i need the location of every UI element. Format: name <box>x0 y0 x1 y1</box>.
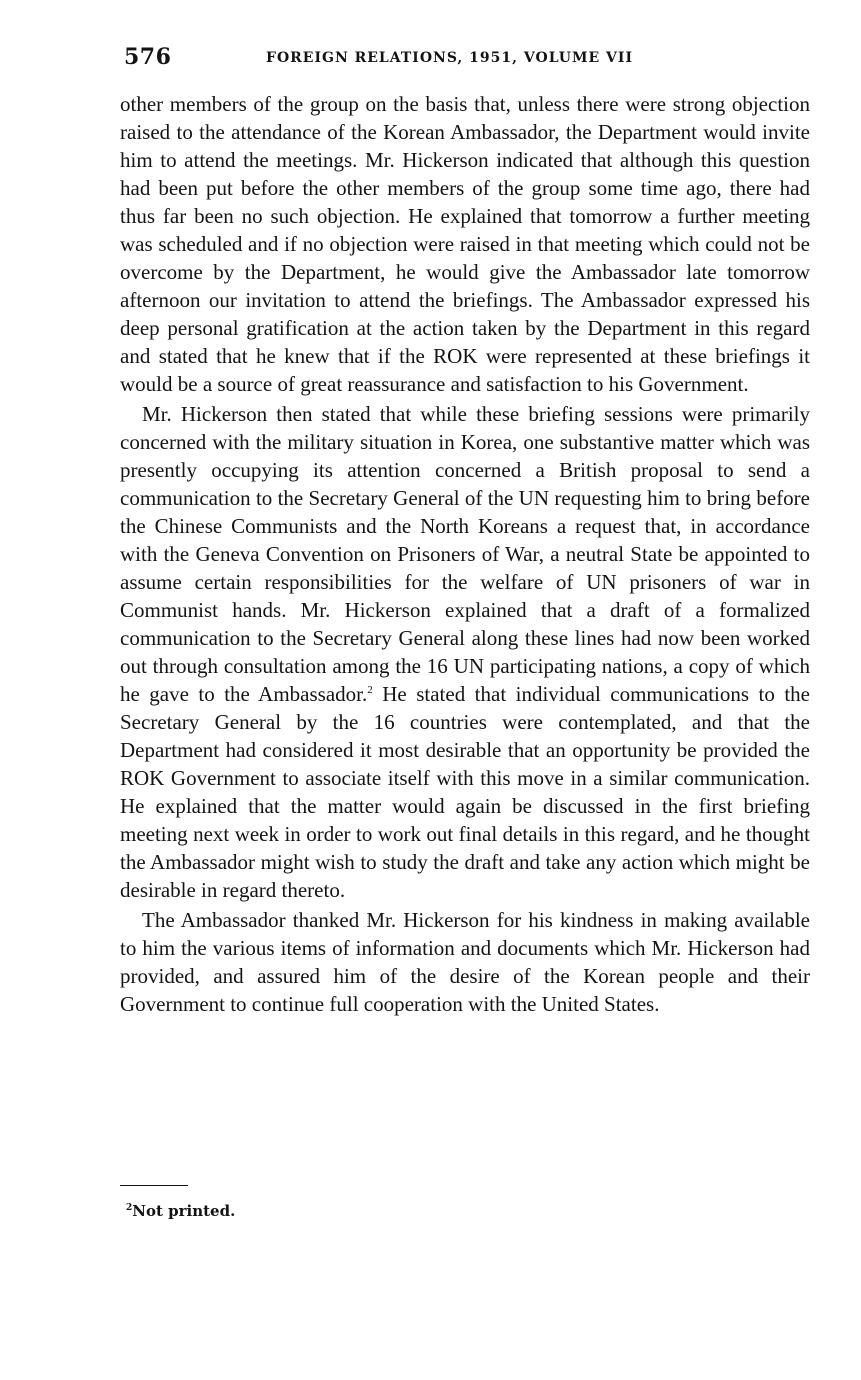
footnote-reference: 2 <box>367 684 373 696</box>
footnote-marker: 2 <box>126 1203 133 1213</box>
paragraph-2-continued: He stated that individual communications to the Secretary General by the 16 countries were contemplated, and that the Department had considered it most desirable that an opportunity be provided the ROK Government to associate itself with this move in a similar communication. He explained that the matter would again be discussed in the first briefing meeting next week in order to work out final details in this regard, and he thought the Ambassador might wish to study the draft and take any action which might be desirable in regard thereto. <box>120 682 811 902</box>
body-text <box>120 90 810 1018</box>
running-head <box>124 42 810 76</box>
footnote-text: Not printed. <box>132 1202 236 1220</box>
paragraph-1: other members of the group on the basis that, unless there were strong objection raised to the attendance of the Korean Ambassador, the Department would invite him to attend the meetings. Mr. Hickerson indicated that although this question had been put before the other members of the group some time ago, there had thus far been no such objection. He explained that tomorrow a further meeting was scheduled and if no objection were raised in that meeting which could not be overcome by the Department, he would give the Ambassador late tomorrow afternoon our invitation to attend the briefings. The Ambassador expressed his deep personal gratification at the action taken by the Department in this regard and stated that he knew that if the ROK were represented at these briefings it would be a source of great reassurance and satisfaction to his Government. <box>120 92 810 396</box>
footnote-divider <box>120 1185 188 1186</box>
paragraph-2-text: Mr. Hickerson then stated that while these briefing sessions were primarily concerned with the military situation in Korea, one substantive matter which was presently occupying its attention concerned a British proposal to send a communication to the Secretary General of the UN requesting him to bring before the Chinese Communists and the North Koreans a request that, in accordance with the Geneva Convention on Prisoners of War, a neutral State be appointed to assume certain responsibilities for the welfare of UN prisoners of war in Communist hands. Mr. Hickerson explained that a draft of a formalized communication to the Secretary General along these lines had now been worked out through consultation among the 16 UN participating nations, a copy of which he gave to the Ambassador. <box>120 402 810 706</box>
running-title: FOREIGN RELATIONS, 1951, VOLUME VII <box>266 50 633 66</box>
footnote <box>126 1200 235 1222</box>
page-number: 576 <box>124 44 172 70</box>
paragraph-3: The Ambassador thanked Mr. Hickerson for his kindness in making available to him the various items of information and documents which Mr. Hickerson had provided, and assured him of the desire of the Korean people and their Government to continue full cooperation with the United States. <box>120 908 810 1016</box>
paragraph-2 <box>120 400 810 904</box>
